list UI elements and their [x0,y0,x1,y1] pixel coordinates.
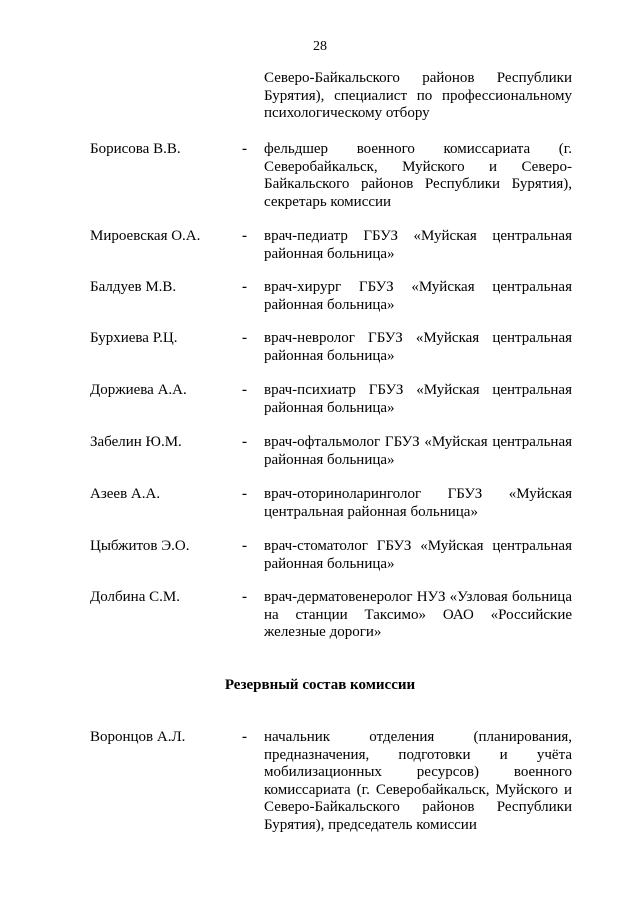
member-name: Борисова В.В. [90,141,181,157]
member-role: врач-психиатр ГБУЗ «Муйская центральная районная больница» [264,382,572,416]
member-dash: - [242,382,247,398]
member-role: врач-стоматолог ГБУЗ «Муйская центральная районная больница» [264,538,572,572]
member-dash: - [242,228,247,244]
reserve-section-heading: Резервный состав комиссии [224,677,416,693]
member-dash: - [242,538,247,554]
member-dash: - [242,486,247,502]
member-name: Доржиева А.А. [90,382,187,398]
page-number: 28 [313,39,327,54]
member-dash: - [242,589,247,605]
member-name: Азеев А.А. [90,486,161,502]
member-role: врач-невролог ГБУЗ «Муйская центральная районная больница» [264,330,572,364]
member-dash: - [242,434,247,450]
member-dash: - [242,330,247,346]
member-role: врач-офтальмолог ГБУЗ «Муйская центральная районная больница» [264,434,572,468]
continuation-text: Северо-Байкальского районов Республики Бурятия), специалист по профессиональному психологическому отбору [264,70,572,121]
member-name: Цыбжитов Э.О. [90,538,190,554]
member-role: врач-хирург ГБУЗ «Муйская центральная районная больница» [264,279,572,313]
member-dash: - [242,279,247,295]
member-name: Долбина С.М. [90,589,180,605]
member-dash: - [242,141,247,157]
member-role: фельдшер военного комиссариата (г. Северобайкальск, Муйского и Северо-Байкальского районов Республики Бурятия), секретарь комиссии [264,141,572,210]
member-name: Забелин Ю.М. [90,434,182,450]
member-role: врач-дерматовенеролог НУЗ «Узловая больница на станции Таксимо» ОАО «Российские железные дороги» [264,589,572,640]
member-dash: - [242,729,247,745]
member-name: Балдуев М.В. [90,279,177,295]
member-role: врач-оториноларинголог ГБУЗ «Муйская центральная районная больница» [264,486,572,520]
member-name: Бурхиева Р.Ц. [90,330,178,346]
member-name: Воронцов А.Л. [90,729,186,745]
member-role: врач-педиатр ГБУЗ «Муйская центральная районная больница» [264,228,572,262]
member-name: Мироевская О.А. [90,228,201,244]
member-role: начальник отделения (планирования, предназначения, подготовки и учёта мобилизационных ресурсов) военного комиссариата (г. Северобайкальск, Муйского и Северо-Байкальского районов Республики Бурятия), председатель комиссии [264,729,572,833]
